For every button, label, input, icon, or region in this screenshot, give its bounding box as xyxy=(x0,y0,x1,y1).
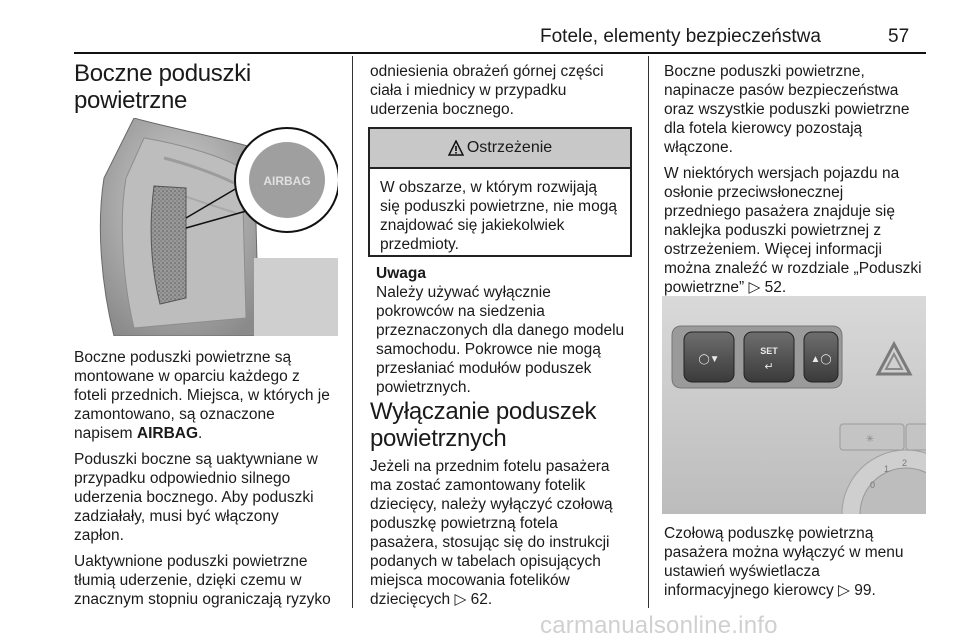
note-title: Uwaga xyxy=(376,265,426,282)
seat-airbag-figure xyxy=(74,118,338,336)
note-text: Należy używać wyłącznie pokrowców na siedzenia przeznaczonych dla danego modelu samochodu. Pokrowce nie mogą przesłaniać modułów poduszek powietrznych. xyxy=(376,284,625,396)
page-ref-52[interactable]: 52. xyxy=(764,279,787,296)
page-ref-arrow-icon: ▷ xyxy=(454,591,467,608)
continued-paragraph: odniesienia obrażeń górnej części ciała i miednicy w przypadku uderzenia bocznego. xyxy=(370,63,604,118)
disable-airbag-menu-paragraph: Czołową poduszkę powietrzną pasażera można wyłączyć w menu ustawień wyświetlacza informacyjnego kierowcy ▷ 99. xyxy=(664,525,904,599)
side-airbag-paragraph-2: Poduszki boczne są uaktywniane w przypadku odpowiednio silnego uderzenia bocznego. Aby poduszki zadziałały, musi być włączony zapłon. xyxy=(74,451,318,544)
column-1-text xyxy=(74,348,346,616)
svg-text:2: 2 xyxy=(902,458,908,468)
svg-text:✳: ✳ xyxy=(865,434,875,445)
warning-header xyxy=(370,129,630,169)
page-number: 57 xyxy=(888,26,910,47)
svg-text:1: 1 xyxy=(884,464,890,474)
watermark: carmanualsonline.info xyxy=(540,612,778,639)
note-block xyxy=(376,265,638,397)
svg-text:◯▼: ◯▼ xyxy=(698,354,720,365)
page-ref-62[interactable]: 62. xyxy=(470,591,493,608)
seat-airbag-illustration xyxy=(74,118,338,336)
header-rule xyxy=(74,52,926,54)
airbags-remain-on-paragraph: Boczne poduszki powietrzne, napinacze pasów bezpieczeństwa oraz wszystkie poduszki powietrzne dla fotela kierowcy pozostają włączone. xyxy=(664,63,910,156)
side-airbag-paragraph-3: Uaktywnione poduszki powietrzne tłumią uderzenie, dzięki czemu w znacznym stopniu ograniczają ryzyko xyxy=(74,553,331,608)
svg-text:0: 0 xyxy=(870,480,876,490)
svg-text:↵: ↵ xyxy=(764,360,774,373)
column-1 xyxy=(74,60,344,114)
airbag-label: AIRBAG xyxy=(263,174,311,188)
airbag-term: AIRBAG xyxy=(136,425,199,442)
warning-box xyxy=(368,127,632,257)
dashboard-illustration xyxy=(662,296,926,514)
set-button xyxy=(744,332,794,382)
svg-text:▲◯: ▲◯ xyxy=(810,354,832,365)
column-3-top xyxy=(664,62,934,304)
page-header xyxy=(0,0,960,56)
side-airbag-paragraph-1: Boczne poduszki powietrzne są montowane w oparciu każdego z foteli przednich. Miejsca, w których je zamontowano, są oznaczone napisem AIRBAG. xyxy=(74,349,330,442)
sun-visor-label-paragraph: W niektórych wersjach pojazdu na osłonie przeciwsłonecznej przedniego pasażera znajduje się naklejka poduszki powietrznej z ostrzeżeniem. Więcej informacji można znaleźć w rozdziale „Poduszki powietrzne” ▷ 52. xyxy=(664,165,922,296)
warning-title: Ostrzeżenie xyxy=(466,139,553,156)
warning-text: W obszarze, w którym rozwijają się poduszki powietrzne, nie mogą znajdować się jakiekolwiek przedmioty. xyxy=(380,179,617,253)
column-2-bottom xyxy=(370,398,640,616)
column-divider-1 xyxy=(352,56,353,608)
deactivation-paragraph: Jeżeli na przednim fotelu pasażera ma zostać zamontowany fotelik dziecięcy, należy wyłączyć czołową poduszkę powietrzną fotela pasażera, stosując się do instrukcji podanych w tabelach opisujących miejsca mocowania fotelików dziecięcych ▷ 62. xyxy=(370,458,613,608)
warning-icon xyxy=(448,140,464,156)
page-ref-99[interactable]: 99. xyxy=(854,582,876,599)
column-3-bottom xyxy=(664,524,934,607)
page-ref-arrow-icon: ▷ xyxy=(838,582,850,599)
dashboard-buttons-figure xyxy=(662,296,926,514)
column-2-top xyxy=(370,62,636,126)
header-title: Fotele, elementy bezpieczeństwa xyxy=(540,26,821,47)
column-divider-2 xyxy=(648,56,649,608)
section-heading-side-airbags: Boczne poduszki powietrzne xyxy=(74,60,251,114)
section-heading-deactivation: Wyłączanie poduszek powietrznych xyxy=(370,398,597,452)
page-ref-arrow-icon: ▷ xyxy=(748,279,761,296)
set-label: SET xyxy=(760,346,778,356)
